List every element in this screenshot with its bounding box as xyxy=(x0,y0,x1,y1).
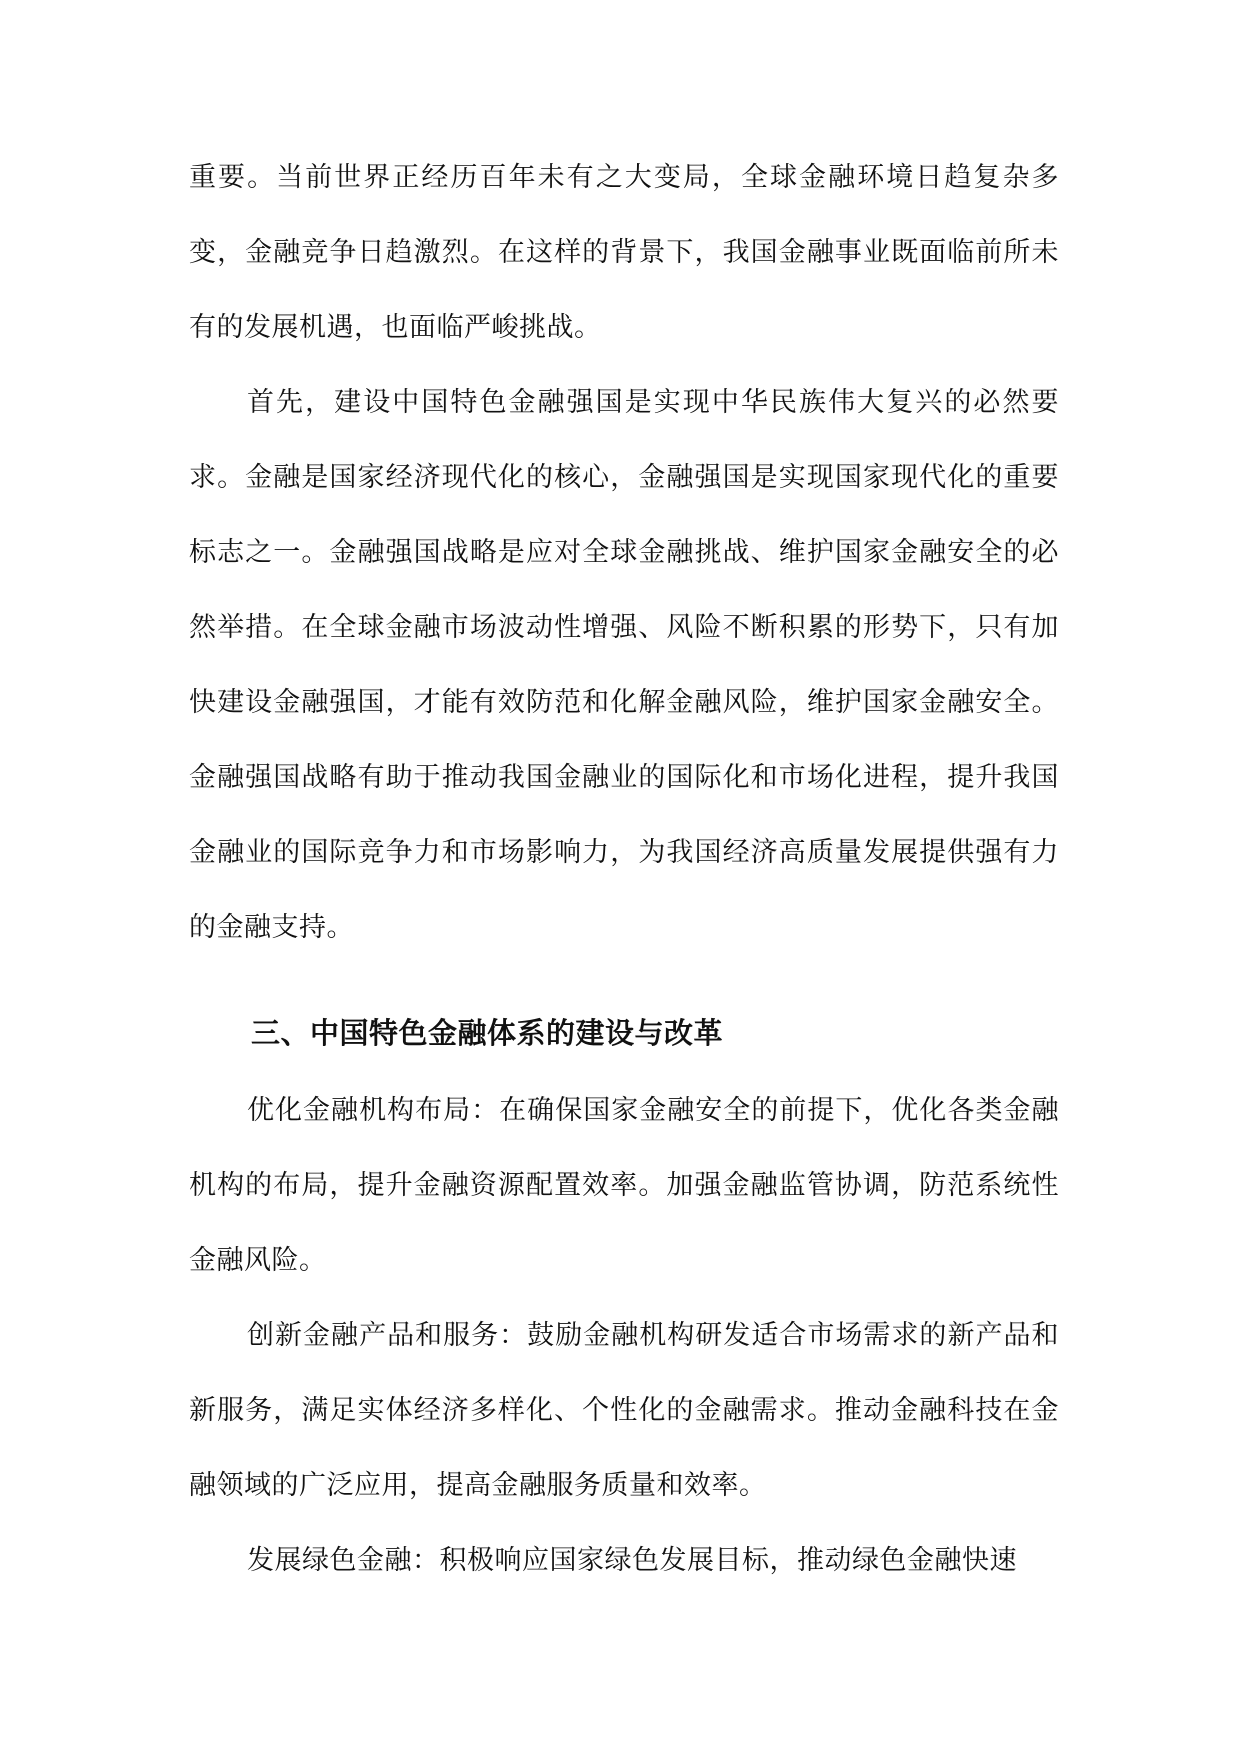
section-heading-three: 三、中国特色金融体系的建设与改革 xyxy=(251,1016,724,1050)
paragraph-financial-power: 首先，建设中国特色金融强国是实现中华民族伟大复兴的必然要求。金融是国家经济现代化的核心，金融强国是实现国家现代化的重要标志之一。金融强国战略是应对全球金融挑战、维护国家金融安全的必然举措。在全球金融市场波动性增强、风险不断积累的形势下，只有加快建设金融强国，才能有效防范和化解金融风险，维护国家金融安全。金融强国战略有助于推动我国金融业的国际化和市场化进程，提升我国金融业的国际竞争力和市场影响力，为我国经济高质量发展提供强有力的金融支持。 xyxy=(189,387,1059,943)
paragraph-optimize-layout: 优化金融机构布局：在确保国家金融安全的前提下，优化各类金融机构的布局，提升金融资源配置效率。加强金融监管协调，防范系统性金融风险。 xyxy=(189,1095,1059,1276)
paragraph-continuation: 重要。当前世界正经历百年未有之大变局，全球金融环境日趋复杂多变，金融竞争日趋激烈。在这样的背景下，我国金融事业既面临前所未有的发展机遇，也面临严峻挑战。 xyxy=(189,162,1059,343)
document-body xyxy=(189,140,1059,1598)
paragraph-innovate-products: 创新金融产品和服务：鼓励金融机构研发适合市场需求的新产品和新服务，满足实体经济多样化、个性化的金融需求。推动金融科技在金融领域的广泛应用，提高金融服务质量和效率。 xyxy=(189,1320,1059,1501)
paragraph-green-finance: 发展绿色金融：积极响应国家绿色发展目标，推动绿色金融快速 xyxy=(247,1545,1017,1576)
